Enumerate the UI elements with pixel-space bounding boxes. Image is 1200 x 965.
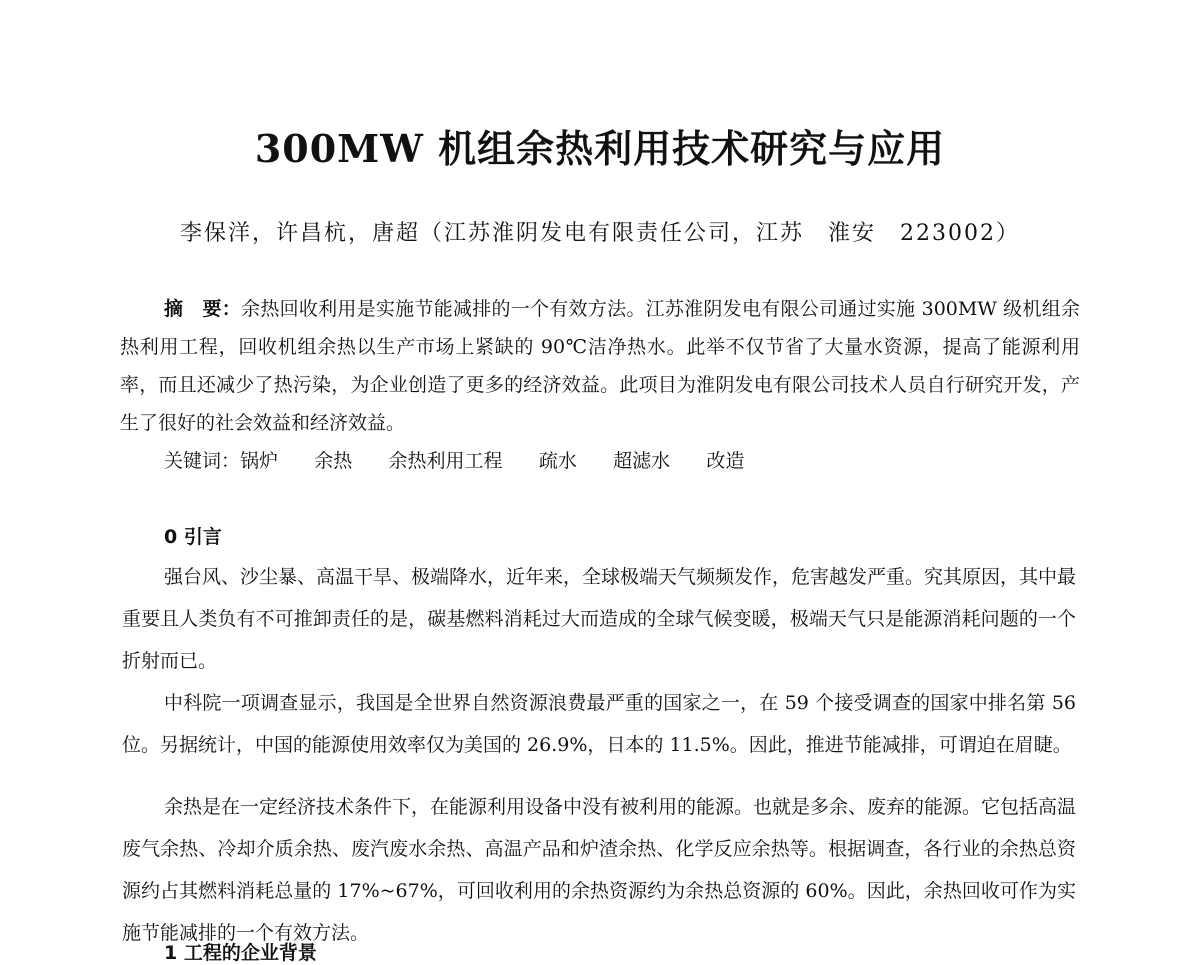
keyword-item: 超滤水 xyxy=(613,450,671,472)
keyword-item: 余热利用工程 xyxy=(388,450,503,472)
keywords xyxy=(164,446,1084,473)
section-heading-background: 1 工程的企业背景 xyxy=(164,942,317,964)
body-paragraph: 中科院一项调查显示，我国是全世界自然资源浪费最严重的国家之一，在 59 个接受调查的国家中排名第 56 位。另据统计，中国的能源使用效率仅为美国的 26.9%，日本的 11.5%。因此，推进节能减排，可谓迫在眉睫。 xyxy=(122,692,1076,756)
keywords-label: 关键词： xyxy=(164,450,241,472)
abstract-label: 摘 要： xyxy=(164,298,242,320)
section-heading-introduction: 0 引言 xyxy=(164,526,222,548)
abstract-text: 余热回收利用是实施节能减排的一个有效方法。江苏淮阴发电有限公司通过实施 300MW 级机组余热利用工程，回收机组余热以生产市场上紧缺的 90℃洁净热水。此举不仅节省了大量水资源，提高了能源利用率，而且还减少了热污染，为企业创造了更多的经济效益。此项目为淮阴发电有限公司技术人员自行研究开发，产生了很好的社会效益和经济效益。 xyxy=(120,298,1080,434)
paper-title: 300MW 机组余热利用技术研究与应用 xyxy=(254,126,946,171)
keyword-item: 改造 xyxy=(706,450,745,472)
keyword-item: 疏水 xyxy=(538,450,577,472)
abstract xyxy=(120,290,1080,442)
keyword-item: 余热 xyxy=(314,450,353,472)
keyword-item: 锅炉 xyxy=(240,450,279,472)
body-paragraph: 强台风、沙尘暴、高温干旱、极端降水，近年来，全球极端天气频频发作，危害越发严重。究其原因，其中最重要且人类负有不可推卸责任的是，碳基燃料消耗过大而造成的全球气候变暖，极端天气只是能源消耗问题的一个折射而已。 xyxy=(122,566,1077,672)
body-paragraph: 余热是在一定经济技术条件下，在能源利用设备中没有被利用的能源。也就是多余、废弃的能源。它包括高温废气余热、冷却介质余热、废汽废水余热、高温产品和炉渣余热、化学反应余热等。根据调查，各行业的余热总资源约占其燃料消耗总量的 17%~67%，可回收利用的余热资源约为余热总资源的 60%。因此，余热回收可作为实施节能减排的一个有效方法。 xyxy=(122,796,1077,944)
author-affiliation-line: 李保洋，许昌杭，唐超（江苏淮阴发电有限责任公司，江苏 淮安 223002） xyxy=(180,221,1020,246)
